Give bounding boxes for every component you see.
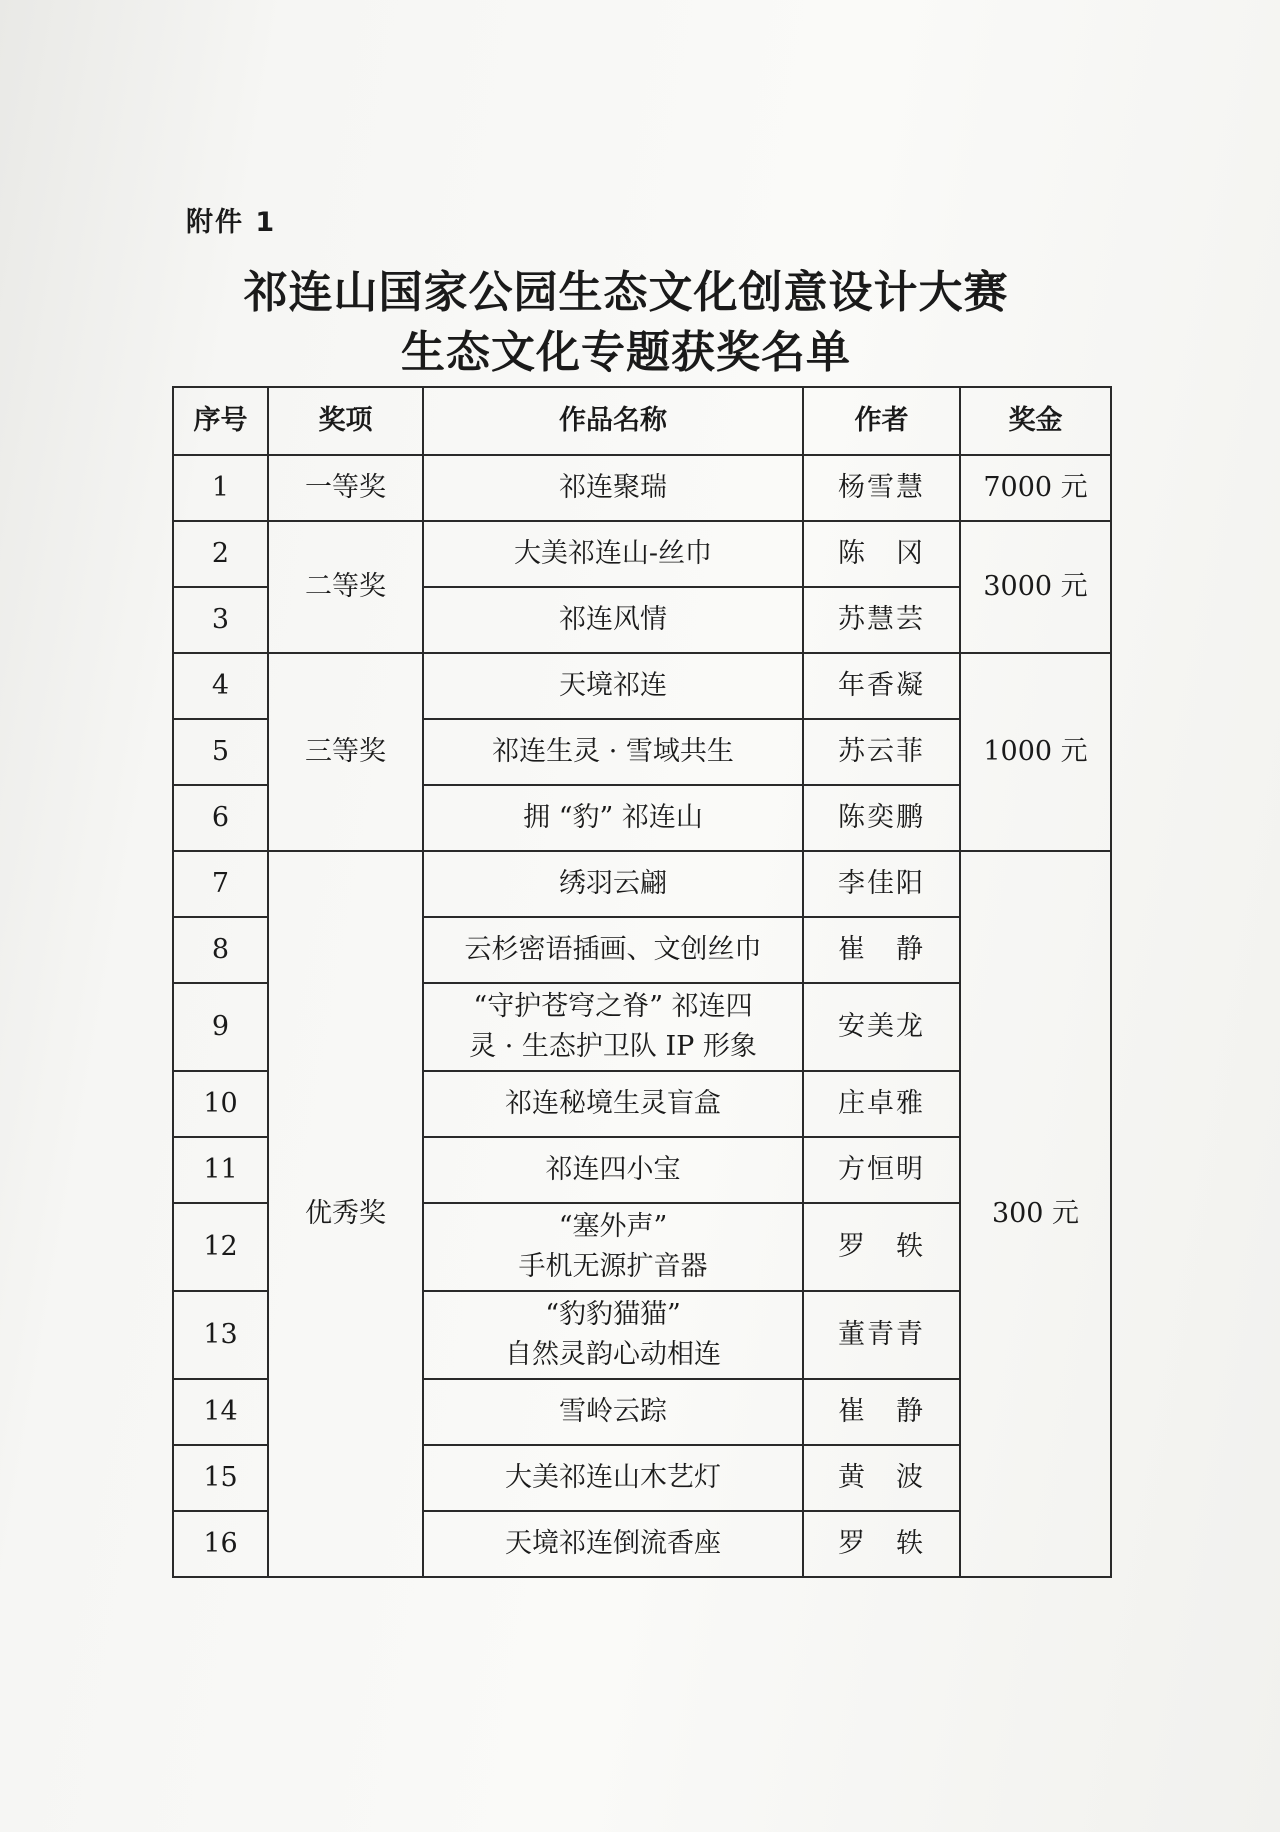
- seq-cell: 1: [173, 455, 268, 521]
- award-cell-third: 三等奖: [268, 653, 423, 851]
- author-cell: 安美龙: [803, 983, 960, 1071]
- award-list-table: [172, 386, 1112, 1578]
- work-cell: 大美祁连山-丝巾: [423, 521, 803, 587]
- header-work: 作品名称: [423, 387, 803, 455]
- work-cell: 祁连秘境生灵盲盒: [423, 1071, 803, 1137]
- prize-cell-excellent: 300 元: [960, 851, 1111, 1577]
- work-cell: 祁连聚瑞: [423, 455, 803, 521]
- table-row: [173, 851, 1111, 917]
- prize-cell-first: 7000 元: [960, 455, 1111, 521]
- award-cell-excellent: 优秀奖: [268, 851, 423, 1577]
- document-title-line-2: 生态文化专题获奖名单: [401, 327, 851, 378]
- author-cell: 崔 静: [803, 917, 960, 983]
- prize-cell-third: 1000 元: [960, 653, 1111, 851]
- prize-cell-second: 3000 元: [960, 521, 1111, 653]
- work-cell: 祁连生灵 · 雪域共生: [423, 719, 803, 785]
- author-cell: 方恒明: [803, 1137, 960, 1203]
- author-cell: 崔 静: [803, 1379, 960, 1445]
- author-cell: 罗 轶: [803, 1203, 960, 1291]
- author-cell: 陈奕鹏: [803, 785, 960, 851]
- attachment-label: 附件 1: [186, 207, 277, 238]
- document-title-line-1: 祁连山国家公园生态文化创意设计大赛: [243, 267, 1009, 318]
- award-cell-first: 一等奖: [268, 455, 423, 521]
- work-cell: 大美祁连山木艺灯: [423, 1445, 803, 1511]
- author-cell: 李佳阳: [803, 851, 960, 917]
- author-cell: 董青青: [803, 1291, 960, 1379]
- award-cell-second: 二等奖: [268, 521, 423, 653]
- work-cell: 祁连风情: [423, 587, 803, 653]
- seq-cell: 14: [173, 1379, 268, 1445]
- author-cell: 年香凝: [803, 653, 960, 719]
- header-award: 奖项: [268, 387, 423, 455]
- author-cell: 苏慧芸: [803, 587, 960, 653]
- seq-cell: 11: [173, 1137, 268, 1203]
- work-cell: 天境祁连: [423, 653, 803, 719]
- work-cell: 雪岭云踪: [423, 1379, 803, 1445]
- header-author: 作者: [803, 387, 960, 455]
- work-cell: 云杉密语插画、文创丝巾: [423, 917, 803, 983]
- seq-cell: 13: [173, 1291, 268, 1379]
- table-header-row: [173, 387, 1111, 455]
- work-text: “塞外声” 手机无源扩音器: [518, 1210, 708, 1282]
- work-cell: 绣羽云翩: [423, 851, 803, 917]
- seq-cell: 16: [173, 1511, 268, 1577]
- author-cell: 苏云菲: [803, 719, 960, 785]
- seq-cell: 2: [173, 521, 268, 587]
- seq-cell: 12: [173, 1203, 268, 1291]
- header-seq: 序号: [173, 387, 268, 455]
- author-cell: 罗 轶: [803, 1511, 960, 1577]
- work-text: “豹豹猫猫” 自然灵韵心动相连: [505, 1298, 721, 1370]
- seq-cell: 5: [173, 719, 268, 785]
- author-cell: 庄卓雅: [803, 1071, 960, 1137]
- header-prize: 奖金: [960, 387, 1111, 455]
- work-cell: [423, 1291, 803, 1379]
- table-row: [173, 455, 1111, 521]
- work-cell: 天境祁连倒流香座: [423, 1511, 803, 1577]
- seq-cell: 10: [173, 1071, 268, 1137]
- seq-cell: 3: [173, 587, 268, 653]
- author-cell: 黄 波: [803, 1445, 960, 1511]
- seq-cell: 7: [173, 851, 268, 917]
- work-cell: 拥 “豹” 祁连山: [423, 785, 803, 851]
- table-row: [173, 653, 1111, 719]
- work-cell: [423, 983, 803, 1071]
- seq-cell: 6: [173, 785, 268, 851]
- work-text: “守护苍穹之脊” 祁连四 灵 · 生态护卫队 IP 形象: [469, 990, 757, 1062]
- table-row: [173, 521, 1111, 587]
- work-cell: 祁连四小宝: [423, 1137, 803, 1203]
- author-cell: 陈 冈: [803, 521, 960, 587]
- seq-cell: 4: [173, 653, 268, 719]
- seq-cell: 9: [173, 983, 268, 1071]
- seq-cell: 8: [173, 917, 268, 983]
- author-cell: 杨雪慧: [803, 455, 960, 521]
- work-cell: [423, 1203, 803, 1291]
- seq-cell: 15: [173, 1445, 268, 1511]
